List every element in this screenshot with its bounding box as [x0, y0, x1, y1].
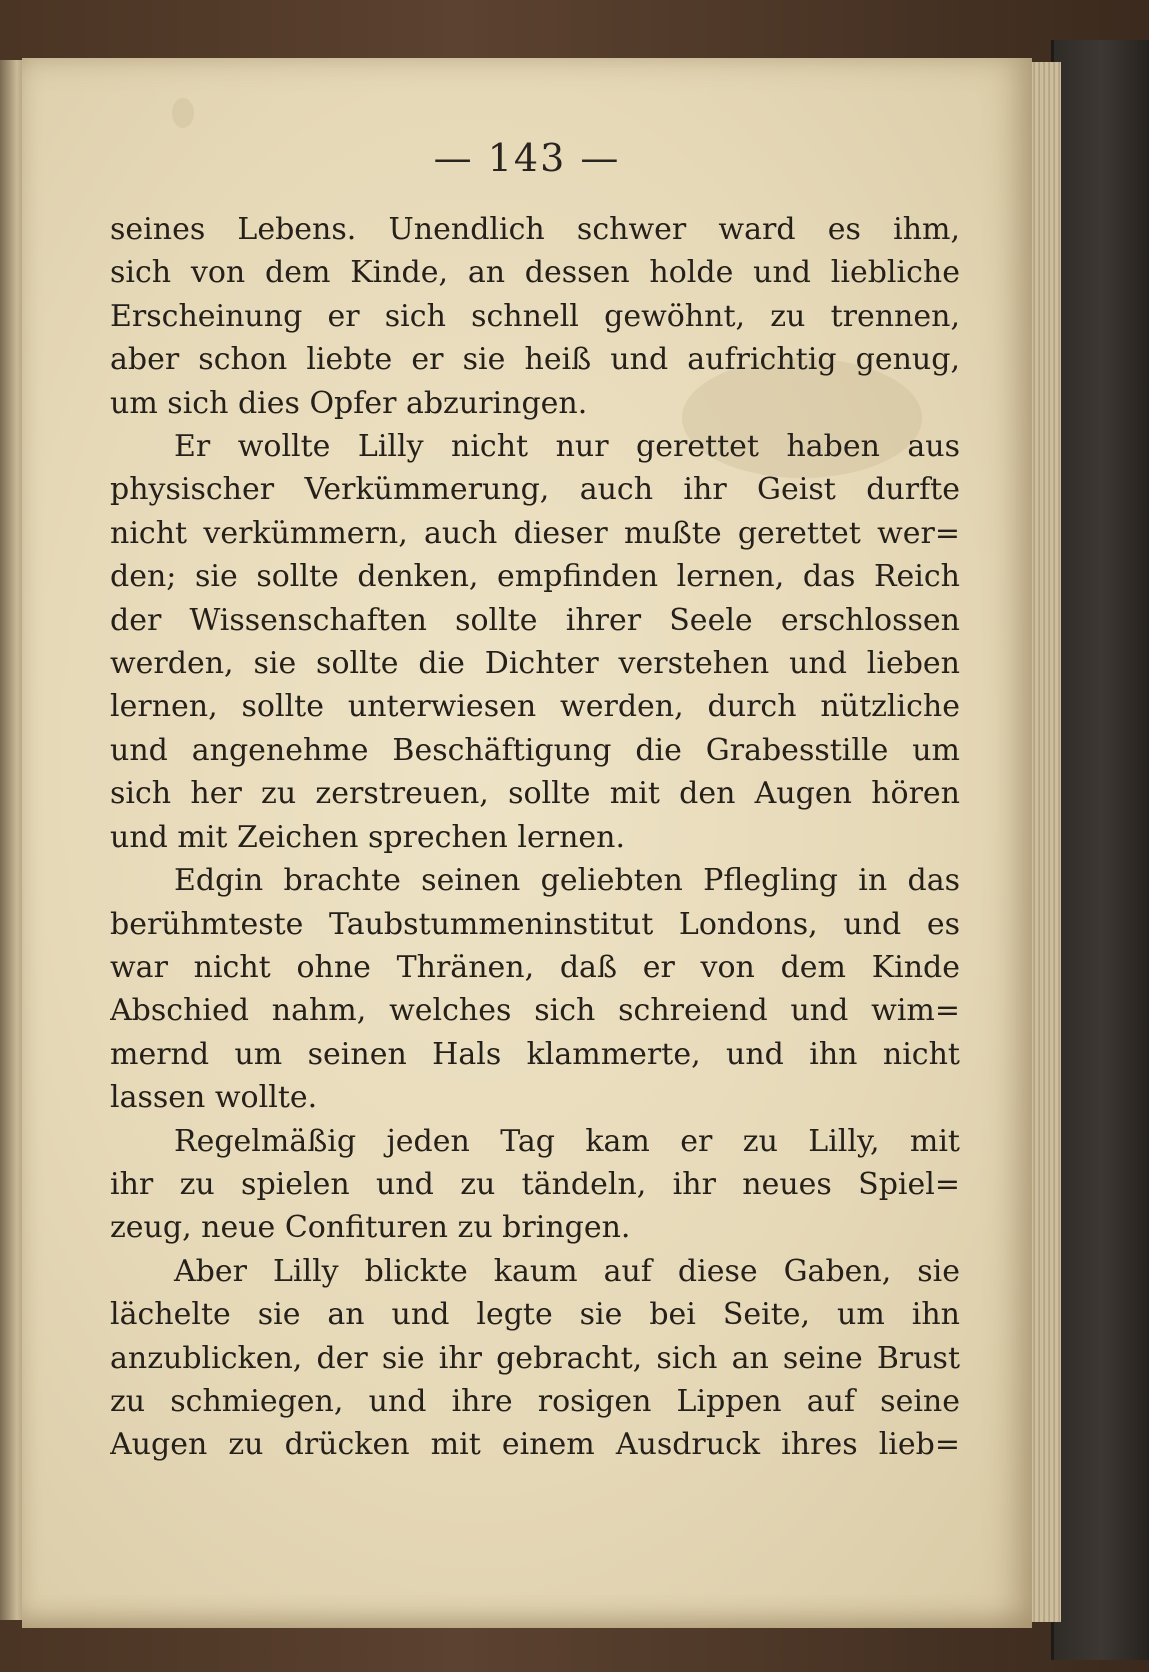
book-cover-edge — [1051, 40, 1149, 1660]
text-line: zeug, neue Confituren zu bringen. — [110, 1210, 631, 1246]
text-line: aber schon liebte er sie heiß und aufrichtig genug, — [110, 342, 960, 378]
text-line: ihr zu spielen und zu tändeln, ihr neues Spiel= — [110, 1166, 960, 1202]
text-line: der Wissenschaften sollte ihrer Seele erschlossen — [110, 602, 960, 638]
book-page — [22, 58, 1032, 1628]
text-line: seines Lebens. Unendlich schwer ward es ihm, — [110, 212, 960, 247]
text-line: anzublicken, der sie ihr gebracht, sich an seine Brust — [110, 1340, 960, 1376]
text-line: war nicht ohne Thränen, daß er von dem Kinde — [110, 949, 960, 985]
page-number: — 143 — — [433, 136, 621, 180]
text-line: zu schmiegen, und ihre rosigen Lippen auf seine — [110, 1383, 960, 1419]
text-line: Er wollte Lilly nicht nur gerettet haben aus — [174, 429, 960, 465]
text-line: und mit Zeichen sprechen lernen. — [110, 819, 625, 855]
facing-page-edge — [0, 60, 24, 1620]
text-line: Augen zu drücken mit einem Ausdruck ihres lieb= — [110, 1427, 960, 1463]
text-line: lächelte sie an und legte sie bei Seite, um ihn — [110, 1297, 960, 1333]
text-line: physischer Verkümmerung, auch ihr Geist durfte — [110, 472, 960, 508]
text-line: Abschied nahm, welches sich schreiend und wim= — [110, 993, 960, 1029]
page-stain — [172, 98, 194, 128]
text-line: sich von dem Kinde, an dessen holde und liebliche — [110, 255, 960, 291]
text-line: lernen, sollte unterwiesen werden, durch nützliche — [110, 689, 960, 725]
text-line: lassen wollte. — [110, 1080, 318, 1116]
text-line: berühmteste Taubstummeninstitut Londons, und es — [110, 906, 960, 942]
text-line: den; sie sollte denken, empfinden lernen, das Reich — [110, 559, 960, 595]
text-line: Erscheinung er sich schnell gewöhnt, zu trennen, — [110, 298, 960, 334]
text-line: Regelmäßig jeden Tag kam er zu Lilly, mit — [174, 1123, 960, 1159]
text-line: werden, sie sollte die Dichter verstehen und lieben — [110, 646, 960, 682]
text-line: Aber Lilly blickte kaum auf diese Gaben, sie — [174, 1253, 960, 1289]
body-text — [110, 208, 960, 1467]
text-line: Edgin brachte seinen geliebten Pflegling in das — [174, 863, 960, 899]
text-line: um sich dies Opfer abzuringen. — [110, 385, 588, 421]
text-line: und angenehme Beschäftigung die Grabesstille um — [110, 732, 960, 768]
text-line: mernd um seinen Hals klammerte, und ihn nicht — [110, 1036, 960, 1072]
page-edges — [1030, 62, 1061, 1622]
text-line: nicht verkümmern, auch dieser mußte gerettet wer= — [110, 515, 960, 551]
text-line: sich her zu zerstreuen, sollte mit den Augen hören — [110, 776, 960, 812]
